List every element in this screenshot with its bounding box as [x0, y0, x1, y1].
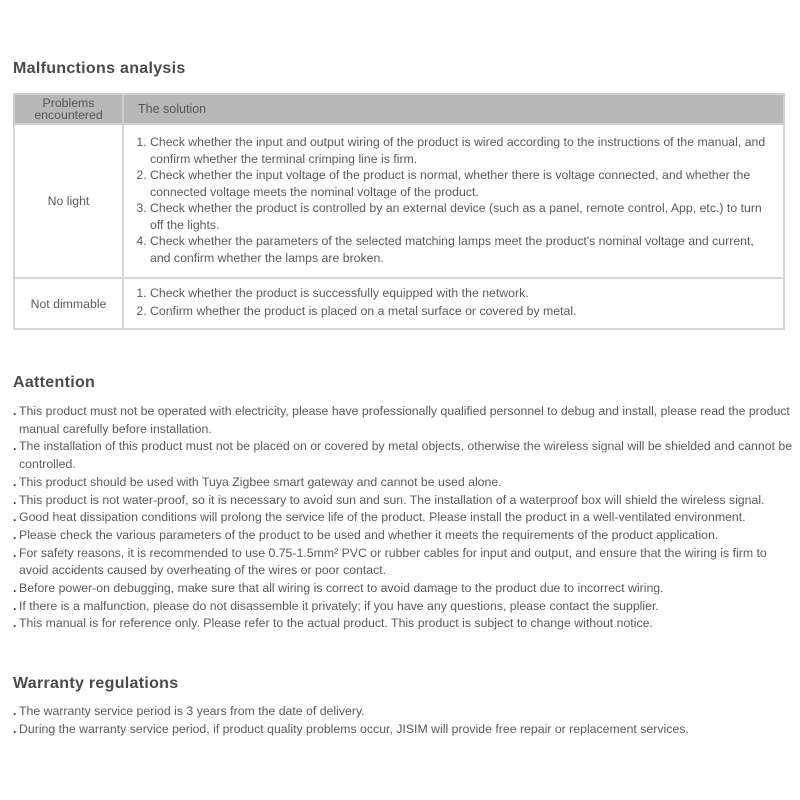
problem-cell: Not dimmable [14, 278, 123, 329]
list-item-text: This product should be used with Tuya Zigbee smart gateway and cannot be used alone. [19, 474, 502, 489]
list-item-text: Before power-on debugging, make sure that all wiring is correct to avoid damage to the product due to incorrect wiring. [19, 581, 664, 596]
list-item-text: For safety reasons, it is recommended to use 0.75-1.5mm² PVC or rubber cables for input and output, and ensure that the wiring is firm to avoid accidents caused by overheating of the wires or poor contact. [19, 545, 767, 578]
list-item [13, 721, 793, 739]
bullet-dot: . [13, 492, 17, 507]
table-row [14, 124, 784, 278]
attention-list [13, 403, 793, 633]
solution-item: 3. Check whether the product is controlled by an external device (such as a panel, remote control, App, etc.) to turn off the lights. [150, 200, 773, 233]
solution-cell [123, 278, 784, 329]
malfunctions-table [13, 93, 785, 330]
warranty-list [13, 703, 793, 738]
problem-cell: No light [14, 124, 123, 278]
malfunctions-heading: Malfunctions analysis [13, 60, 186, 77]
list-item-text: During the warranty service period, if product quality problems occur, JISIM will provide free repair or replacement services. [19, 721, 689, 736]
solution-item: 1. Check whether the product is successfully equipped with the network. [150, 285, 773, 303]
warranty-heading: Warranty regulations [13, 675, 179, 692]
bullet-dot: . [13, 404, 17, 418]
list-item [13, 527, 793, 545]
bullet-dot: . [13, 704, 17, 718]
list-item [13, 474, 793, 492]
bullet-dot: . [13, 581, 17, 596]
list-item-text: This product must not be operated with electricity, please have professionally qualified personnel to debug and install, please read the product manual carefully before installation. [19, 404, 790, 436]
solution-item: 2. Check whether the input voltage of the product is normal, whether there is voltage connected, and whether the connected voltage meets the nominal voltage of the product. [150, 167, 773, 200]
solution-cell [123, 124, 784, 278]
bullet-dot: . [13, 474, 17, 489]
solution-item: 4. Check whether the parameters of the selected matching lamps meet the product's nominal voltage and current, and confirm whether the lamps are broken. [150, 233, 773, 266]
bullet-dot: . [13, 527, 17, 542]
header-problems: Problems encountered [14, 94, 123, 124]
list-item [13, 598, 793, 616]
list-item [13, 615, 793, 633]
list-item-text: This manual is for reference only. Please refer to the actual product. This product is subject to change without notice. [19, 616, 653, 631]
table-row [14, 278, 784, 329]
list-item [13, 703, 793, 721]
list-item-text: Good heat dissipation conditions will prolong the service life of the product. Please install the product in a well-ventilated environment. [19, 510, 746, 525]
solution-item: 1. Check whether the input and output wiring of the product is wired according to the instructions of the manual, and confirm whether the terminal crimping line is firm. [150, 134, 773, 167]
list-item-text: Please check the various parameters of the product to be used and whether it meets the requirements of the product application. [19, 527, 719, 542]
bullet-dot: . [13, 439, 17, 454]
list-item-text: This product is not water-proof, so it is necessary to avoid sun and sun. The installation of a waterproof box will shield the wireless signal. [19, 492, 765, 507]
list-item [13, 545, 793, 580]
list-item [13, 492, 793, 510]
list-item [13, 438, 793, 473]
bullet-dot: . [13, 721, 17, 736]
list-item-text: The installation of this product must not be placed on or covered by metal objects, otherwise the wireless signal will be shielded and cannot be controlled. [19, 439, 793, 472]
header-solution: The solution [123, 94, 784, 124]
bullet-dot: . [13, 545, 17, 560]
list-item [13, 509, 793, 527]
bullet-dot: . [13, 616, 17, 631]
list-item [13, 403, 793, 438]
list-item [13, 580, 793, 598]
list-item-text: The warranty service period is 3 years from the date of delivery. [19, 704, 365, 718]
attention-heading: Aattention [13, 374, 96, 391]
list-item-text: If there is a malfunction, please do not disassemble it privately; if you have any questions, please contact the supplier. [19, 598, 659, 613]
bullet-dot: . [13, 510, 17, 525]
table-header-row [14, 94, 784, 124]
bullet-dot: . [13, 598, 17, 613]
solution-item: 2. Confirm whether the product is placed on a metal surface or covered by metal. [150, 303, 773, 321]
